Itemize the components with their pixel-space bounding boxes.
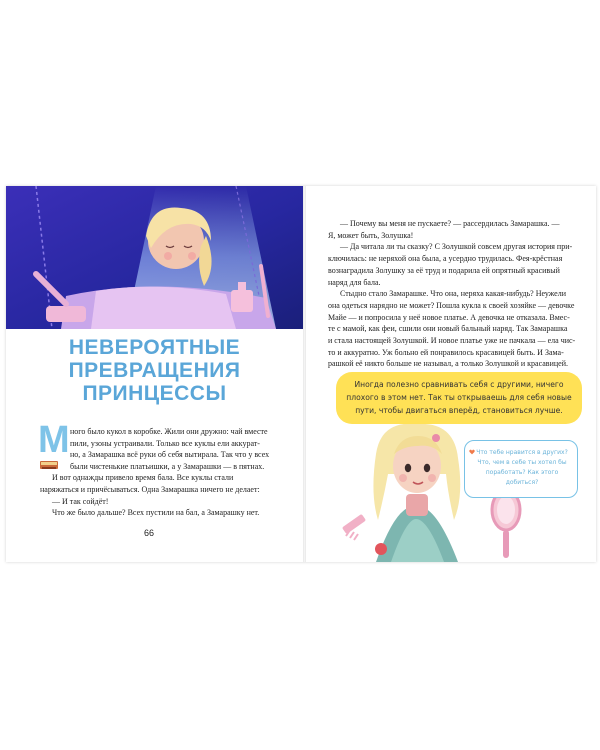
drop-cap: М (38, 419, 70, 461)
text-line: — Почему вы меня не пускаете? — рассердилась Замарашка. — (340, 219, 560, 228)
text-line: ключилась: не неряхой она была, а усердно трудилась. Фея-крёстная (328, 254, 563, 264)
question-line: добиться? (505, 479, 539, 486)
text-line: рашкой её никто больше не называл, а только Золушкой и красавицей. (328, 359, 568, 369)
text-line: Стыдно стало Замарашке. Что она, неряха какая-нибудь? Неужели (340, 289, 566, 299)
text-line: пили, узоны устраивали. Только все куклы ели аккурат- (70, 438, 260, 448)
text-line: вознаградила Золушку за её труд и подарила ей опрятный красивый (328, 265, 560, 275)
text-line: ного было кукол в коробке. Жили они дружно: чай вместе (70, 427, 268, 436)
text-line: наряжаться и причёсываться. Одна Замарашка ничего не делает: (40, 484, 260, 494)
text-line: И вот однажды привело время бала. Все куклы стали (52, 473, 234, 483)
note-line: плохого в этом нет. Так ты открываешь для себя новые (346, 393, 572, 402)
text-line: — И так сойдёт! (52, 496, 109, 506)
text-line: и стала настоящей Золушкой. И новое платье уже не пачкала — ела чис- (328, 336, 576, 346)
text-line: то и аккуратно. Уж больно ей понравилось красавицей быть. И Зама- (328, 347, 564, 357)
text-line: наряд для бала. (328, 277, 381, 287)
text-line: Что же было дальше? Всех пустили на бал, а Замарашку нет. (52, 508, 260, 518)
comb-icon (342, 514, 366, 540)
text-line: но, а Замарашка всё руки об себя вытирала. Так что у всех (70, 450, 270, 460)
page-number: 66 (144, 528, 155, 538)
text-line: Я, может быть, Золушка! (328, 230, 414, 240)
text-line: были чистенькие платьишки, а у Замарашки — в пятнах. (70, 461, 265, 471)
question-line: Что, чем в себе ты хотел бы (477, 459, 567, 466)
right-body-text (328, 218, 586, 370)
title-line: ПРИНЦЕССЫ (82, 382, 227, 405)
left-body-text (40, 426, 280, 519)
story-title (6, 336, 303, 405)
note-line: пути, чтобы двигаться вперёд, становиться лучше. (355, 406, 563, 415)
sleeping-girl-illustration (6, 186, 303, 329)
text-line: те с мамой, как феи, сшили они новый бальный наряд. Так Замарашка (328, 324, 568, 334)
left-page (6, 186, 303, 562)
question-line: Что тебе нравится в других? (476, 449, 568, 456)
title-line: НЕВЕРОЯТНЫЕ (68, 336, 241, 359)
text-line: — Да читала ли ты сказку? С Золушкой совсем другая история при- (340, 242, 573, 252)
question-text (470, 448, 574, 488)
book-spread (6, 186, 596, 562)
text-line: Майе — и попросила у неё новое платье. А девочка не отказала. Вмес- (328, 312, 570, 322)
note-line: Иногда полезно сравнивать себя с другими, ничего (354, 380, 564, 389)
right-page (306, 186, 596, 562)
tip-note-text (340, 378, 578, 417)
title-line: ПРЕВРАЩЕНИЯ (68, 359, 241, 382)
text-line: она одеться нарядно не может? Пошла кукла к своей хозяйке — девочке (328, 300, 575, 310)
question-line: поработать? Как этого (485, 469, 559, 476)
